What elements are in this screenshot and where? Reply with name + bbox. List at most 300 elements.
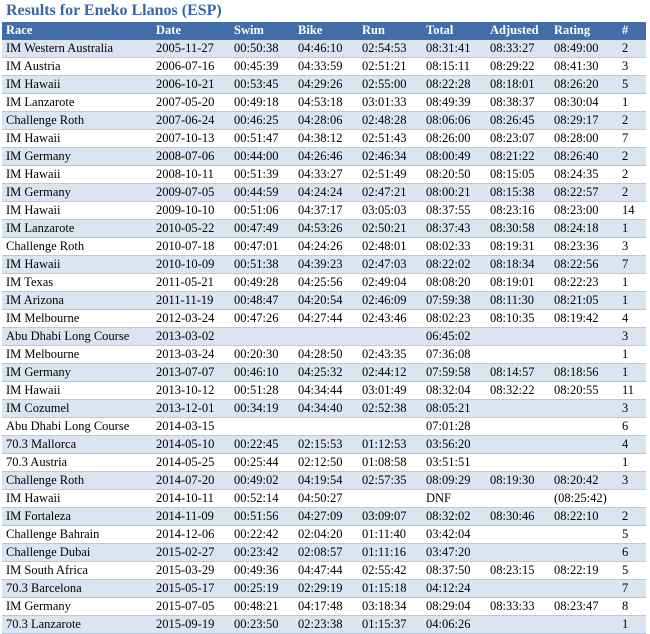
table-row	[2, 40, 646, 58]
cell-count: 7	[622, 257, 629, 271]
cell-total: 08:00:49	[426, 149, 471, 163]
cell-date: 2013-03-02	[156, 329, 215, 343]
cell-count: 6	[622, 545, 629, 559]
cell-rating: 08:19:42	[554, 311, 599, 325]
cell-race: IM Western Australia	[6, 41, 114, 55]
cell-total: 07:01:28	[426, 419, 471, 433]
cell-swim: 00:51:28	[234, 383, 279, 397]
column-header-run: Run	[358, 22, 422, 40]
cell-swim: 00:47:26	[234, 311, 279, 325]
cell-run: 02:54:53	[362, 41, 407, 55]
table-row	[2, 526, 646, 544]
cell-adjusted	[486, 580, 550, 598]
cell-adjusted	[486, 490, 550, 508]
cell-date: 2015-03-29	[156, 563, 215, 577]
cell-total: 08:02:33	[426, 239, 471, 253]
cell-date: 2009-07-05	[156, 185, 215, 199]
cell-rating	[550, 526, 618, 544]
cell-rating: 08:20:55	[554, 383, 599, 397]
cell-race: IM Hawaii	[6, 203, 61, 217]
table-row	[2, 454, 646, 472]
cell-total: 08:05:21	[426, 401, 471, 415]
cell-date: 2006-10-21	[156, 77, 215, 91]
cell-race: IM Texas	[6, 275, 54, 289]
cell-bike: 04:24:24	[298, 185, 343, 199]
table-row	[2, 616, 646, 634]
cell-run: 03:09:07	[362, 509, 407, 523]
table-row	[2, 112, 646, 130]
cell-count: 1	[622, 365, 629, 379]
cell-run: 02:50:21	[362, 221, 407, 235]
cell-total: 08:29:04	[426, 599, 471, 613]
cell-bike: 04:27:44	[298, 311, 343, 325]
cell-total: 08:08:20	[426, 275, 471, 289]
cell-adjusted: 08:11:30	[490, 293, 534, 307]
cell-total: 08:49:39	[426, 95, 471, 109]
cell-run: 02:57:35	[362, 473, 407, 487]
table-row	[2, 76, 646, 94]
cell-race: IM Arizona	[6, 293, 64, 307]
cell-bike: 04:47:44	[298, 563, 343, 577]
cell-race: Abu Dhabi Long Course	[6, 419, 130, 433]
cell-rating: 08:22:57	[554, 185, 599, 199]
table-row	[2, 472, 646, 490]
cell-date: 2015-02-27	[156, 545, 215, 559]
cell-race: IM Germany	[6, 599, 71, 613]
cell-adjusted	[486, 454, 550, 472]
cell-race: Challenge Roth	[6, 473, 85, 487]
cell-bike: 02:12:50	[298, 455, 343, 469]
cell-race: IM Hawaii	[6, 383, 61, 397]
column-header-rating: Rating	[550, 22, 618, 40]
cell-adjusted: 08:21:22	[490, 149, 535, 163]
cell-adjusted: 08:15:38	[490, 185, 535, 199]
column-header-race: Race	[2, 22, 152, 40]
cell-run: 02:44:12	[362, 365, 407, 379]
cell-race: Challenge Dubai	[6, 545, 91, 559]
cell-rating: 08:22:19	[554, 563, 599, 577]
cell-count: 3	[622, 239, 629, 253]
cell-count: 5	[622, 77, 629, 91]
cell-bike: 04:24:26	[298, 239, 343, 253]
table-row	[2, 598, 646, 616]
cell-swim	[230, 328, 294, 346]
cell-date: 2006-07-16	[156, 59, 215, 73]
cell-adjusted: 08:30:46	[490, 509, 535, 523]
cell-total: 03:51:51	[426, 455, 471, 469]
cell-bike: 02:23:38	[298, 617, 343, 631]
cell-count: 2	[622, 167, 629, 181]
cell-adjusted	[486, 328, 550, 346]
cell-rating: 08:22:23	[554, 275, 599, 289]
cell-adjusted: 08:33:33	[490, 599, 535, 613]
cell-swim: 00:49:36	[234, 563, 279, 577]
cell-bike: 04:39:23	[298, 257, 343, 271]
cell-total: 08:22:02	[426, 257, 471, 271]
cell-count	[618, 490, 646, 508]
cell-adjusted	[486, 436, 550, 454]
cell-total: 03:56:20	[426, 437, 471, 451]
cell-rating: 08:18:56	[554, 365, 599, 379]
cell-swim: 00:50:38	[234, 41, 279, 55]
cell-swim: 00:49:28	[234, 275, 279, 289]
cell-rating: 08:22:56	[554, 257, 599, 271]
cell-bike: 04:28:06	[298, 113, 343, 127]
cell-adjusted: 08:18:01	[490, 77, 535, 91]
table-row	[2, 544, 646, 562]
cell-swim: 00:47:01	[234, 239, 279, 253]
cell-rating: 08:21:05	[554, 293, 599, 307]
cell-bike: 04:27:09	[298, 509, 343, 523]
cell-adjusted: 08:10:35	[490, 311, 535, 325]
cell-run: 02:55:42	[362, 563, 407, 577]
cell-total: 08:09:29	[426, 473, 471, 487]
cell-swim: 00:53:45	[234, 77, 279, 91]
column-header-count: #	[618, 22, 646, 40]
cell-run: 01:11:40	[362, 527, 406, 541]
cell-race: IM Germany	[6, 365, 71, 379]
cell-bike: 04:33:59	[298, 59, 343, 73]
cell-adjusted: 08:23:07	[490, 131, 535, 145]
cell-bike: 04:34:40	[298, 401, 343, 415]
cell-swim: 00:22:42	[234, 527, 279, 541]
page-title: Results for Eneko Llanos (ESP)	[6, 2, 222, 19]
cell-count: 2	[622, 509, 629, 523]
table-row	[2, 130, 646, 148]
cell-rating: 08:29:17	[554, 113, 599, 127]
cell-adjusted	[486, 526, 550, 544]
cell-count: 2	[622, 41, 629, 55]
cell-run: 03:01:33	[362, 95, 407, 109]
cell-swim: 00:49:02	[234, 473, 279, 487]
cell-bike: 04:25:32	[298, 365, 343, 379]
cell-bike: 04:20:54	[298, 293, 343, 307]
cell-run: 02:46:09	[362, 293, 407, 307]
cell-bike: 04:28:50	[298, 347, 343, 361]
cell-count: 7	[622, 131, 629, 145]
cell-rating	[550, 544, 618, 562]
cell-bike: 02:08:57	[298, 545, 343, 559]
cell-date: 2015-05-17	[156, 581, 215, 595]
cell-date: 2015-07-05	[156, 599, 215, 613]
cell-bike: 04:33:27	[298, 167, 343, 181]
cell-count: 3	[622, 329, 629, 343]
cell-total: 08:31:41	[426, 41, 471, 55]
cell-swim: 00:51:39	[234, 167, 279, 181]
cell-swim: 00:51:56	[234, 509, 279, 523]
cell-adjusted: 08:29:22	[490, 59, 535, 73]
cell-run	[358, 490, 422, 508]
cell-total: 08:26:00	[426, 131, 471, 145]
cell-rating	[550, 328, 618, 346]
cell-run: 01:15:18	[362, 581, 407, 595]
cell-count: 7	[622, 581, 629, 595]
cell-date: 2007-10-13	[156, 131, 215, 145]
cell-bike: 02:04:20	[298, 527, 343, 541]
cell-total: 06:45:02	[426, 329, 471, 343]
cell-date: 2005-11-27	[156, 41, 214, 55]
table-row	[2, 238, 646, 256]
cell-bike: 04:26:46	[298, 149, 343, 163]
table-row	[2, 562, 646, 580]
cell-date: 2014-03-15	[156, 419, 215, 433]
column-header-adjusted: Adjusted	[486, 22, 550, 40]
cell-run: 02:51:21	[362, 59, 407, 73]
cell-count: 3	[622, 59, 629, 73]
cell-run: 02:46:34	[362, 149, 407, 163]
cell-adjusted	[486, 544, 550, 562]
cell-date: 2009-10-10	[156, 203, 215, 217]
cell-adjusted	[486, 400, 550, 418]
cell-rating: 08:20:42	[554, 473, 599, 487]
cell-count: 3	[622, 473, 629, 487]
cell-bike: 02:29:19	[298, 581, 343, 595]
cell-race: Challenge Roth	[6, 113, 85, 127]
cell-total: 08:20:50	[426, 167, 471, 181]
table-row	[2, 292, 646, 310]
cell-date: 2013-07-07	[156, 365, 215, 379]
cell-rating: 08:49:00	[554, 41, 599, 55]
cell-rating: 08:26:40	[554, 149, 599, 163]
cell-rating: 08:41:30	[554, 59, 599, 73]
cell-bike	[294, 418, 358, 436]
cell-adjusted	[486, 418, 550, 436]
cell-adjusted: 08:14:57	[490, 365, 535, 379]
cell-rating	[550, 436, 618, 454]
cell-bike: 04:53:26	[298, 221, 343, 235]
table-row	[2, 508, 646, 526]
cell-swim: 00:25:19	[234, 581, 279, 595]
table-row	[2, 418, 646, 436]
cell-date: 2007-06-24	[156, 113, 215, 127]
cell-run: 01:08:58	[362, 455, 407, 469]
cell-race: IM Austria	[6, 59, 61, 73]
cell-total: 03:47:20	[426, 545, 471, 559]
cell-total: 08:37:43	[426, 221, 471, 235]
cell-rating: 08:30:04	[554, 95, 599, 109]
cell-bike: 04:50:27	[298, 491, 343, 505]
cell-date: 2012-03-24	[156, 311, 215, 325]
cell-race: IM Cozumel	[6, 401, 70, 415]
cell-race: IM Melbourne	[6, 311, 80, 325]
cell-adjusted	[486, 346, 550, 364]
table-row	[2, 310, 646, 328]
cell-rating: 08:23:36	[554, 239, 599, 253]
cell-race: Challenge Roth	[6, 239, 85, 253]
cell-run: 01:11:16	[362, 545, 406, 559]
cell-date: 2014-12-06	[156, 527, 215, 541]
table-row	[2, 202, 646, 220]
cell-date: 2013-12-01	[156, 401, 215, 415]
cell-bike: 04:17:48	[298, 599, 343, 613]
table-row	[2, 580, 646, 598]
cell-date: 2014-05-25	[156, 455, 215, 469]
table-row	[2, 166, 646, 184]
cell-bike	[294, 328, 358, 346]
cell-total: DNF	[426, 491, 452, 505]
cell-rating	[550, 400, 618, 418]
cell-bike: 04:25:56	[298, 275, 343, 289]
cell-rating: 08:22:10	[554, 509, 599, 523]
cell-count: 2	[622, 185, 629, 199]
cell-adjusted: 08:23:15	[490, 563, 535, 577]
cell-bike: 04:53:18	[298, 95, 343, 109]
cell-date: 2013-03-24	[156, 347, 215, 361]
cell-count: 6	[622, 419, 629, 433]
cell-total: 07:59:58	[426, 365, 471, 379]
table-row	[2, 148, 646, 166]
cell-race: 70.3 Lanzarote	[6, 617, 81, 631]
cell-swim: 00:51:38	[234, 257, 279, 271]
cell-swim: 00:22:45	[234, 437, 279, 451]
cell-race: IM Lanzarote	[6, 95, 75, 109]
table-row	[2, 256, 646, 274]
cell-count: 2	[622, 113, 629, 127]
column-header-swim: Swim	[230, 22, 294, 40]
cell-total: 08:32:04	[426, 383, 471, 397]
cell-swim: 00:46:25	[234, 113, 279, 127]
cell-swim: 00:51:06	[234, 203, 279, 217]
cell-swim: 00:45:39	[234, 59, 279, 73]
cell-bike: 04:37:17	[298, 203, 343, 217]
cell-total: 08:15:11	[426, 59, 470, 73]
results-table	[2, 22, 646, 634]
cell-race: IM Hawaii	[6, 131, 61, 145]
cell-swim: 00:44:59	[234, 185, 279, 199]
cell-swim: 00:25:44	[234, 455, 279, 469]
cell-count: 1	[622, 455, 629, 469]
table-row	[2, 364, 646, 382]
cell-rating	[550, 616, 618, 634]
cell-rating	[550, 454, 618, 472]
cell-run: 03:05:03	[362, 203, 407, 217]
cell-run: 03:18:34	[362, 599, 407, 613]
table-row	[2, 274, 646, 292]
cell-total: 08:37:50	[426, 563, 471, 577]
column-header-bike: Bike	[294, 22, 358, 40]
cell-run: 02:48:01	[362, 239, 407, 253]
cell-adjusted: 08:38:37	[490, 95, 535, 109]
cell-rating	[550, 346, 618, 364]
cell-run: 01:15:37	[362, 617, 407, 631]
cell-race: IM Germany	[6, 149, 71, 163]
cell-swim: 00:47:49	[234, 221, 279, 235]
cell-count: 14	[622, 203, 635, 217]
cell-race: Challenge Bahrain	[6, 527, 100, 541]
cell-race: IM Fortaleza	[6, 509, 71, 523]
cell-race: IM Lanzarote	[6, 221, 75, 235]
cell-swim: 00:46:10	[234, 365, 279, 379]
cell-total: 07:36:08	[426, 347, 471, 361]
cell-total: 08:22:28	[426, 77, 471, 91]
cell-date: 2014-10-11	[156, 491, 214, 505]
cell-rating: 08:24:18	[554, 221, 599, 235]
cell-adjusted: 08:18:34	[490, 257, 535, 271]
table-row	[2, 328, 646, 346]
cell-run: 02:51:49	[362, 167, 407, 181]
cell-count: 8	[622, 599, 629, 613]
cell-count: 1	[622, 347, 629, 361]
table-body	[2, 40, 646, 634]
cell-run: 02:48:28	[362, 113, 407, 127]
cell-count: 2	[622, 149, 629, 163]
cell-total: 04:06:26	[426, 617, 471, 631]
cell-run: 02:49:04	[362, 275, 407, 289]
cell-date: 2015-09-19	[156, 617, 215, 631]
table-row	[2, 220, 646, 238]
cell-race: IM Germany	[6, 185, 71, 199]
cell-count: 3	[622, 401, 629, 415]
cell-count: 1	[622, 221, 629, 235]
cell-swim: 00:52:14	[234, 491, 279, 505]
cell-rating	[550, 580, 618, 598]
cell-date: 2014-05-10	[156, 437, 215, 451]
table-row	[2, 382, 646, 400]
cell-rating	[550, 418, 618, 436]
cell-count: 5	[622, 563, 629, 577]
cell-swim: 00:23:42	[234, 545, 279, 559]
table-row	[2, 94, 646, 112]
cell-swim: 00:48:21	[234, 599, 279, 613]
cell-run: 02:47:03	[362, 257, 407, 271]
cell-swim: 00:51:47	[234, 131, 279, 145]
cell-date: 2008-10-11	[156, 167, 214, 181]
cell-bike: 04:29:26	[298, 77, 343, 91]
cell-count: 11	[622, 383, 635, 397]
cell-rating: 08:26:20	[554, 77, 599, 91]
column-header-total: Total	[422, 22, 486, 40]
cell-adjusted	[486, 616, 550, 634]
cell-run: 02:51:43	[362, 131, 407, 145]
cell-total: 08:06:06	[426, 113, 471, 127]
cell-total: 08:00:21	[426, 185, 471, 199]
cell-swim: 00:44:00	[234, 149, 279, 163]
cell-date: 2014-07-20	[156, 473, 215, 487]
cell-swim: 00:34:19	[234, 401, 279, 415]
cell-count: 1	[622, 293, 629, 307]
cell-count: 4	[622, 437, 629, 451]
cell-total: 08:02:23	[426, 311, 471, 325]
cell-race: IM Hawaii	[6, 77, 61, 91]
cell-total: 04:12:24	[426, 581, 471, 595]
cell-adjusted: 08:19:31	[490, 239, 535, 253]
cell-bike: 04:19:54	[298, 473, 343, 487]
cell-rating: 08:23:00	[554, 203, 599, 217]
cell-rating: 08:24:35	[554, 167, 599, 181]
cell-race: IM Melbourne	[6, 347, 80, 361]
cell-count: 4	[622, 311, 629, 325]
cell-date: 2011-05-21	[156, 275, 214, 289]
cell-adjusted: 08:32:22	[490, 383, 535, 397]
cell-total: 08:32:02	[426, 509, 471, 523]
cell-date: 2008-07-06	[156, 149, 215, 163]
cell-swim: 00:20:30	[234, 347, 279, 361]
cell-rating: 08:23:47	[554, 599, 599, 613]
cell-bike: 04:34:44	[298, 383, 343, 397]
table-row	[2, 184, 646, 202]
cell-count: 5	[622, 527, 629, 541]
cell-date: 2010-07-18	[156, 239, 215, 253]
cell-run: 02:43:35	[362, 347, 407, 361]
cell-adjusted: 08:33:27	[490, 41, 535, 55]
cell-date: 2011-11-19	[156, 293, 214, 307]
cell-count: 1	[622, 617, 629, 631]
cell-run: 02:47:21	[362, 185, 407, 199]
cell-swim	[230, 418, 294, 436]
cell-race: Abu Dhabi Long Course	[6, 329, 130, 343]
cell-date: 2007-05-20	[156, 95, 215, 109]
cell-total: 08:37:55	[426, 203, 471, 217]
